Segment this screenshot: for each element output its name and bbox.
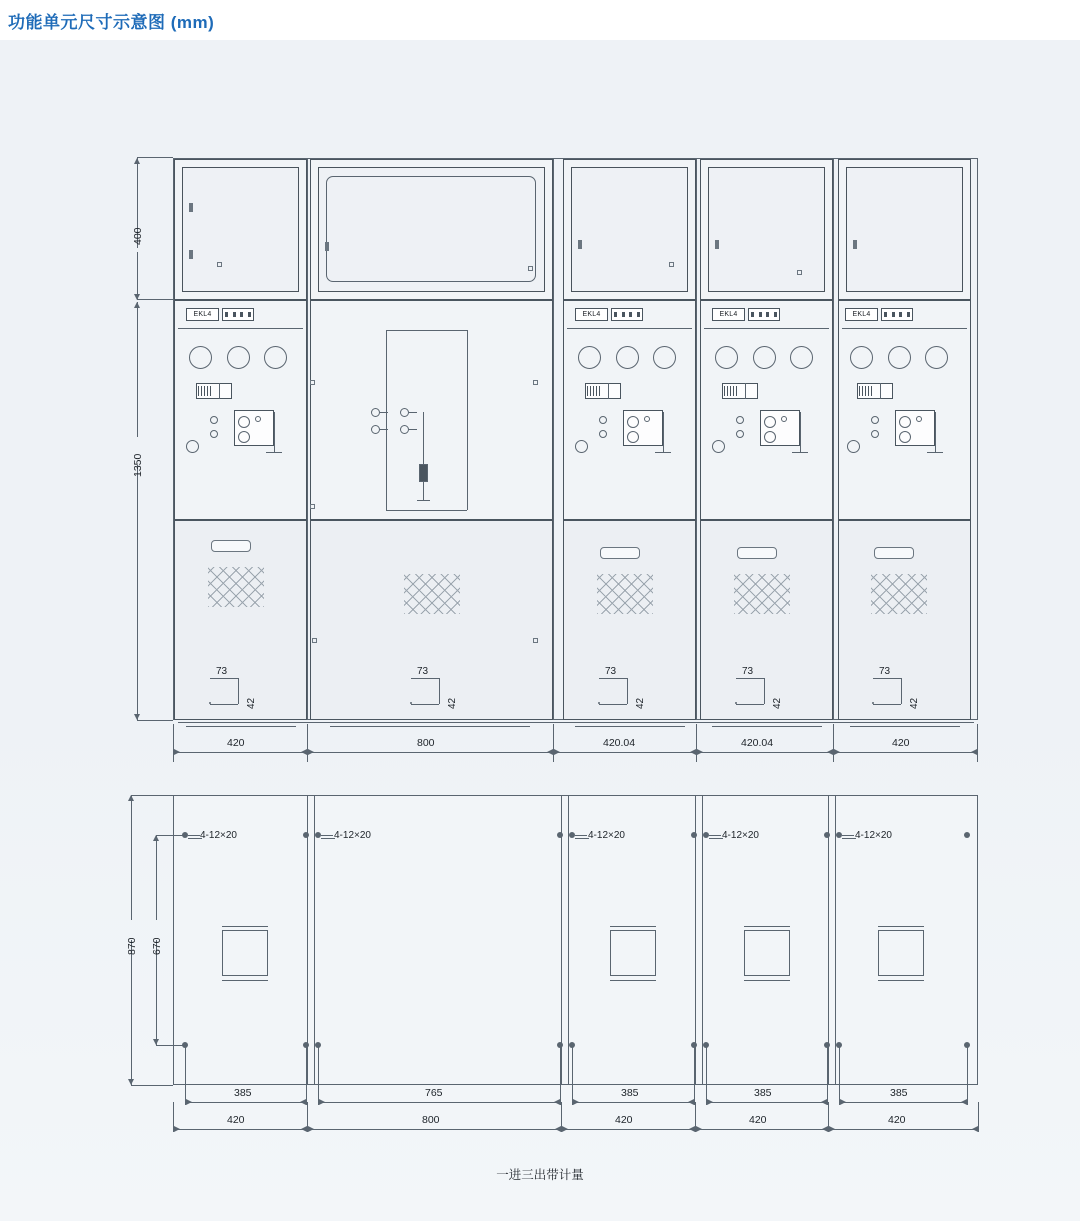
hole-label-4: 4-12×20	[722, 830, 759, 841]
vent-mesh-1	[208, 567, 264, 607]
ct-symbol-c	[400, 408, 409, 417]
hole-label-3: 4-12×20	[588, 830, 625, 841]
base-inner-2: 765	[425, 1087, 443, 1099]
dim-73-2: 73	[417, 666, 429, 677]
dim-73-3: 73	[605, 666, 617, 677]
base-inner-1: 385	[234, 1087, 252, 1099]
hole-label-5: 4-12×20	[855, 830, 892, 841]
front-width-2: 800	[417, 737, 435, 749]
base-opening-1	[222, 930, 268, 976]
indicator-leds-1	[222, 308, 254, 321]
dim-1350: 1350	[132, 453, 144, 477]
bushing-1a	[189, 346, 212, 369]
ct-symbol-a	[371, 408, 380, 417]
label-plate-3	[600, 547, 640, 559]
page-title: 功能单元尺寸示意图 (mm)	[8, 13, 215, 32]
base-outer-4: 420	[749, 1114, 767, 1126]
ekl-panel-3: EKL4	[712, 308, 745, 321]
base-dim-870: 870	[126, 937, 138, 955]
indicator-leds-4	[881, 308, 913, 321]
label-plate-4	[737, 547, 777, 559]
indicator-leds-3	[748, 308, 780, 321]
indicator-leds-2	[611, 308, 643, 321]
base-inner-5: 385	[890, 1087, 908, 1099]
ekl-panel-2: EKL4	[575, 308, 608, 321]
dim-42-5: 42	[909, 697, 920, 709]
base-outer-3: 420	[615, 1114, 633, 1126]
vent-mesh-4	[734, 574, 790, 614]
mount-hole	[557, 832, 563, 838]
earth-switch-3	[575, 440, 588, 453]
drawing-canvas	[0, 40, 1080, 1221]
base-inner-3: 385	[621, 1087, 639, 1099]
front-width-5: 420	[892, 737, 910, 749]
dim-73-1: 73	[216, 666, 228, 677]
hole-label-2: 4-12×20	[334, 830, 371, 841]
base-opening-4	[744, 930, 790, 976]
base-opening-5	[878, 930, 924, 976]
base-dim-670: 670	[151, 937, 163, 955]
dim-42-1: 42	[246, 697, 257, 709]
base-inner-4: 385	[754, 1087, 772, 1099]
mount-hole	[691, 832, 697, 838]
bushing-1b	[227, 346, 250, 369]
hole-label-1: 4-12×20	[200, 830, 237, 841]
earth-switch-4	[712, 440, 725, 453]
vent-mesh-3	[597, 574, 653, 614]
dim-400: 400	[132, 227, 144, 245]
ekl-panel-4: EKL4	[845, 308, 878, 321]
base-outer-5: 420	[888, 1114, 906, 1126]
metering-window	[326, 176, 536, 282]
vent-mesh-2	[404, 574, 460, 614]
base-outer-1: 420	[227, 1114, 245, 1126]
ct-symbol-b	[371, 425, 380, 434]
earth-switch-1	[186, 440, 199, 453]
ekl-panel-1: EKL4	[186, 308, 219, 321]
dim-42-3: 42	[635, 697, 646, 709]
bushing-1c	[264, 346, 287, 369]
dim-73-5: 73	[879, 666, 891, 677]
front-width-3: 420.04	[603, 737, 636, 749]
label-plate-5	[874, 547, 914, 559]
mount-hole	[303, 832, 309, 838]
dim-42-2: 42	[447, 697, 458, 709]
base-opening-3	[610, 930, 656, 976]
figure-caption: 一进三出带计量	[496, 1168, 584, 1182]
earth-switch-5	[847, 440, 860, 453]
mount-hole	[964, 832, 970, 838]
label-plate-1	[211, 540, 251, 552]
fuse-symbol	[419, 464, 428, 482]
dim-73-4: 73	[742, 666, 754, 677]
mount-hole	[824, 832, 830, 838]
ct-symbol-d	[400, 425, 409, 434]
front-width-4: 420.04	[741, 737, 774, 749]
vent-mesh-5	[871, 574, 927, 614]
dim-42-4: 42	[772, 697, 783, 709]
base-outer-2: 800	[422, 1114, 440, 1126]
front-width-1: 420	[227, 737, 245, 749]
